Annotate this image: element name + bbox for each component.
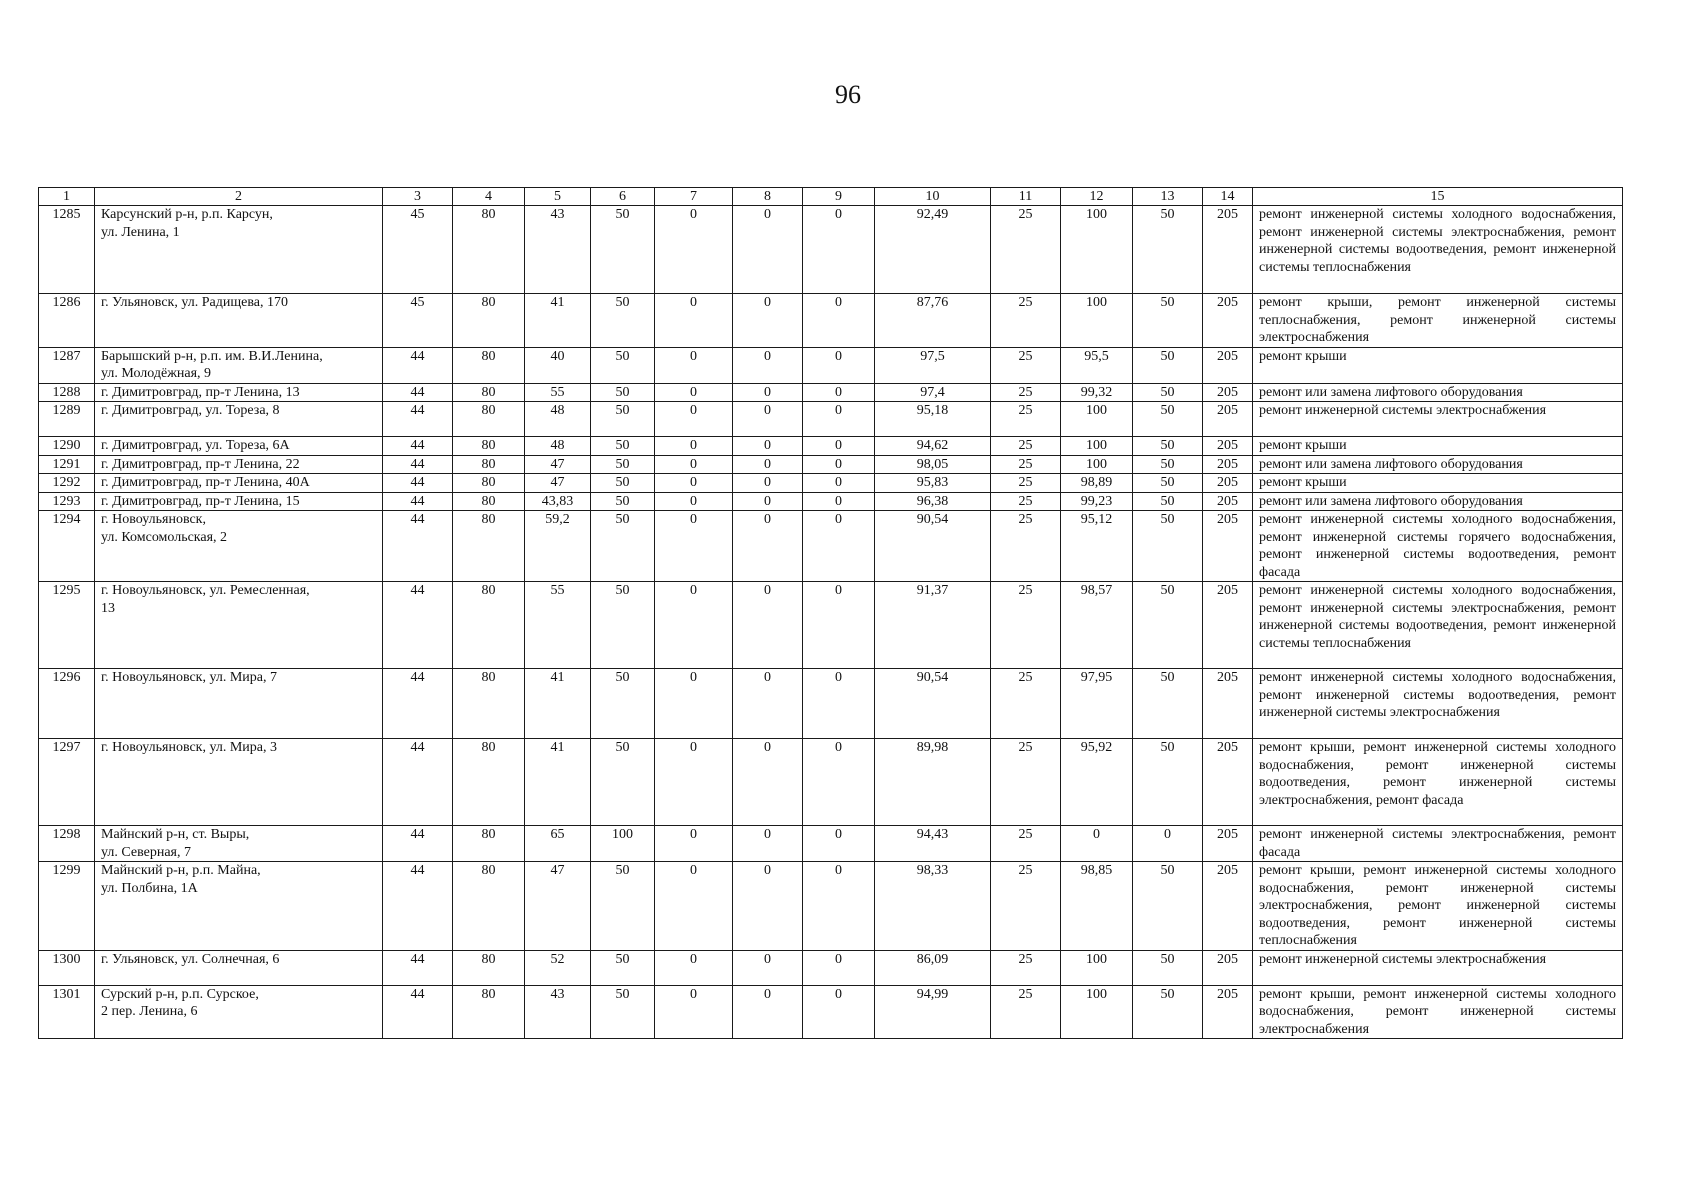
column-header-3: 3	[383, 188, 453, 206]
table-row	[39, 826, 1623, 862]
address-cell: Карсунский р-н, р.п. Карсун, ул. Ленина, 1	[95, 206, 383, 294]
value-cell-col-14: 205	[1203, 950, 1253, 985]
address-cell: г. Димитровград, ул. Тореза, 8	[95, 402, 383, 437]
value-cell-col-9: 0	[803, 383, 875, 402]
row-number-cell: 1298	[39, 826, 95, 862]
value-cell-col-9: 0	[803, 474, 875, 493]
value-cell-col-14: 205	[1203, 347, 1253, 383]
table-row	[39, 739, 1623, 826]
value-cell-col-7: 0	[655, 402, 733, 437]
value-cell-col-4: 80	[453, 862, 525, 951]
value-cell-col-11: 25	[991, 383, 1061, 402]
value-cell-col-6: 50	[591, 206, 655, 294]
value-cell-col-12: 99,23	[1061, 492, 1133, 511]
value-cell-col-12: 100	[1061, 455, 1133, 474]
row-number-cell: 1296	[39, 669, 95, 739]
value-cell-col-8: 0	[733, 347, 803, 383]
column-header-2: 2	[95, 188, 383, 206]
address-cell: г. Димитровград, пр-т Ленина, 40А	[95, 474, 383, 493]
value-cell-col-4: 80	[453, 582, 525, 669]
value-cell-col-5: 48	[525, 402, 591, 437]
work-type-cell: ремонт крыши	[1253, 347, 1623, 383]
value-cell-col-3: 44	[383, 511, 453, 582]
column-header-10: 10	[875, 188, 991, 206]
table-row	[39, 294, 1623, 348]
value-cell-col-13: 50	[1133, 985, 1203, 1039]
value-cell-col-12: 100	[1061, 402, 1133, 437]
table-row	[39, 437, 1623, 456]
address-cell: Майнский р-н, ст. Выры, ул. Северная, 7	[95, 826, 383, 862]
value-cell-col-5: 47	[525, 862, 591, 951]
value-cell-col-13: 50	[1133, 402, 1203, 437]
value-cell-col-10: 94,62	[875, 437, 991, 456]
value-cell-col-11: 25	[991, 402, 1061, 437]
value-cell-col-3: 44	[383, 383, 453, 402]
value-cell-col-14: 205	[1203, 437, 1253, 456]
row-number-cell: 1294	[39, 511, 95, 582]
value-cell-col-11: 25	[991, 582, 1061, 669]
table-row	[39, 511, 1623, 582]
value-cell-col-4: 80	[453, 950, 525, 985]
value-cell-col-6: 50	[591, 669, 655, 739]
value-cell-col-6: 50	[591, 950, 655, 985]
address-cell: г. Новоульяновск, ул. Комсомольская, 2	[95, 511, 383, 582]
address-cell: г. Димитровград, ул. Тореза, 6А	[95, 437, 383, 456]
work-type-cell: ремонт или замена лифтового оборудования	[1253, 492, 1623, 511]
value-cell-col-10: 96,38	[875, 492, 991, 511]
value-cell-col-9: 0	[803, 669, 875, 739]
value-cell-col-11: 25	[991, 347, 1061, 383]
value-cell-col-14: 205	[1203, 383, 1253, 402]
value-cell-col-7: 0	[655, 437, 733, 456]
value-cell-col-11: 25	[991, 294, 1061, 348]
value-cell-col-9: 0	[803, 206, 875, 294]
value-cell-col-5: 43	[525, 985, 591, 1039]
value-cell-col-10: 95,83	[875, 474, 991, 493]
value-cell-col-3: 44	[383, 669, 453, 739]
value-cell-col-8: 0	[733, 826, 803, 862]
work-type-cell: ремонт инженерной системы электроснабжения, ремонт фасада	[1253, 826, 1623, 862]
row-number-cell: 1297	[39, 739, 95, 826]
value-cell-col-7: 0	[655, 582, 733, 669]
value-cell-col-7: 0	[655, 492, 733, 511]
work-type-cell: ремонт крыши, ремонт инженерной системы холодного водоснабжения, ремонт инженерной системы электроснабжения	[1253, 985, 1623, 1039]
table-row	[39, 985, 1623, 1039]
value-cell-col-7: 0	[655, 206, 733, 294]
value-cell-col-5: 40	[525, 347, 591, 383]
column-header-6: 6	[591, 188, 655, 206]
value-cell-col-7: 0	[655, 669, 733, 739]
column-header-7: 7	[655, 188, 733, 206]
work-type-cell: ремонт инженерной системы холодного водоснабжения, ремонт инженерной системы горячего водоснабжения, ремонт инженерной системы водоотведения, ремонт фасада	[1253, 511, 1623, 582]
value-cell-col-6: 50	[591, 402, 655, 437]
work-type-cell: ремонт крыши, ремонт инженерной системы холодного водоснабжения, ремонт инженерной системы водоотведения, ремонт инженерной системы электроснабжения, ремонт фасада	[1253, 739, 1623, 826]
address-cell: г. Димитровград, пр-т Ленина, 13	[95, 383, 383, 402]
value-cell-col-12: 97,95	[1061, 669, 1133, 739]
work-type-cell: ремонт или замена лифтового оборудования	[1253, 455, 1623, 474]
value-cell-col-3: 44	[383, 492, 453, 511]
value-cell-col-8: 0	[733, 862, 803, 951]
value-cell-col-13: 0	[1133, 826, 1203, 862]
value-cell-col-14: 205	[1203, 294, 1253, 348]
value-cell-col-13: 50	[1133, 294, 1203, 348]
value-cell-col-12: 95,5	[1061, 347, 1133, 383]
work-type-cell: ремонт инженерной системы электроснабжения	[1253, 402, 1623, 437]
row-number-cell: 1286	[39, 294, 95, 348]
value-cell-col-12: 95,12	[1061, 511, 1133, 582]
table-row	[39, 582, 1623, 669]
value-cell-col-5: 55	[525, 582, 591, 669]
value-cell-col-5: 55	[525, 383, 591, 402]
value-cell-col-10: 87,76	[875, 294, 991, 348]
value-cell-col-4: 80	[453, 474, 525, 493]
row-number-cell: 1292	[39, 474, 95, 493]
value-cell-col-3: 44	[383, 739, 453, 826]
value-cell-col-8: 0	[733, 402, 803, 437]
column-header-4: 4	[453, 188, 525, 206]
value-cell-col-3: 44	[383, 474, 453, 493]
table-row	[39, 492, 1623, 511]
value-cell-col-8: 0	[733, 437, 803, 456]
work-type-cell: ремонт крыши, ремонт инженерной системы холодного водоснабжения, ремонт инженерной системы электроснабжения, ремонт инженерной системы водоотведения, ремонт инженерной системы теплоснабжения	[1253, 862, 1623, 951]
value-cell-col-10: 97,4	[875, 383, 991, 402]
value-cell-col-4: 80	[453, 383, 525, 402]
repair-program-table	[38, 187, 1623, 1039]
table-row	[39, 950, 1623, 985]
value-cell-col-12: 100	[1061, 950, 1133, 985]
value-cell-col-8: 0	[733, 511, 803, 582]
value-cell-col-9: 0	[803, 985, 875, 1039]
row-number-cell: 1287	[39, 347, 95, 383]
value-cell-col-7: 0	[655, 383, 733, 402]
value-cell-col-14: 205	[1203, 582, 1253, 669]
value-cell-col-7: 0	[655, 739, 733, 826]
value-cell-col-4: 80	[453, 437, 525, 456]
value-cell-col-7: 0	[655, 862, 733, 951]
value-cell-col-6: 50	[591, 347, 655, 383]
value-cell-col-10: 90,54	[875, 669, 991, 739]
value-cell-col-13: 50	[1133, 437, 1203, 456]
value-cell-col-7: 0	[655, 347, 733, 383]
row-number-cell: 1289	[39, 402, 95, 437]
address-cell: г. Ульяновск, ул. Радищева, 170	[95, 294, 383, 348]
column-header-8: 8	[733, 188, 803, 206]
value-cell-col-4: 80	[453, 669, 525, 739]
column-header-9: 9	[803, 188, 875, 206]
value-cell-col-10: 97,5	[875, 347, 991, 383]
value-cell-col-9: 0	[803, 294, 875, 348]
table-row	[39, 455, 1623, 474]
address-cell: г. Димитровград, пр-т Ленина, 22	[95, 455, 383, 474]
value-cell-col-9: 0	[803, 402, 875, 437]
value-cell-col-3: 44	[383, 437, 453, 456]
value-cell-col-10: 95,18	[875, 402, 991, 437]
row-number-cell: 1288	[39, 383, 95, 402]
value-cell-col-14: 205	[1203, 511, 1253, 582]
value-cell-col-12: 100	[1061, 206, 1133, 294]
value-cell-col-6: 50	[591, 511, 655, 582]
value-cell-col-4: 80	[453, 739, 525, 826]
value-cell-col-11: 25	[991, 437, 1061, 456]
value-cell-col-4: 80	[453, 826, 525, 862]
value-cell-col-11: 25	[991, 474, 1061, 493]
value-cell-col-4: 80	[453, 206, 525, 294]
value-cell-col-6: 50	[591, 492, 655, 511]
address-cell: г. Новоульяновск, ул. Мира, 7	[95, 669, 383, 739]
row-number-cell: 1290	[39, 437, 95, 456]
value-cell-col-13: 50	[1133, 347, 1203, 383]
value-cell-col-6: 50	[591, 383, 655, 402]
value-cell-col-4: 80	[453, 455, 525, 474]
value-cell-col-4: 80	[453, 985, 525, 1039]
value-cell-col-12: 100	[1061, 437, 1133, 456]
table-row	[39, 402, 1623, 437]
row-number-cell: 1300	[39, 950, 95, 985]
value-cell-col-12: 98,85	[1061, 862, 1133, 951]
value-cell-col-11: 25	[991, 511, 1061, 582]
value-cell-col-14: 205	[1203, 492, 1253, 511]
value-cell-col-14: 205	[1203, 474, 1253, 493]
value-cell-col-13: 50	[1133, 511, 1203, 582]
value-cell-col-6: 100	[591, 826, 655, 862]
value-cell-col-13: 50	[1133, 455, 1203, 474]
value-cell-col-14: 205	[1203, 985, 1253, 1039]
value-cell-col-13: 50	[1133, 383, 1203, 402]
value-cell-col-5: 41	[525, 294, 591, 348]
row-number-cell: 1299	[39, 862, 95, 951]
value-cell-col-11: 25	[991, 669, 1061, 739]
address-cell: г. Новоульяновск, ул. Мира, 3	[95, 739, 383, 826]
value-cell-col-8: 0	[733, 492, 803, 511]
value-cell-col-10: 94,99	[875, 985, 991, 1039]
value-cell-col-7: 0	[655, 474, 733, 493]
value-cell-col-5: 41	[525, 669, 591, 739]
address-cell: г. Димитровград, пр-т Ленина, 15	[95, 492, 383, 511]
address-cell: Барышский р-н, р.п. им. В.И.Ленина, ул. Молодёжная, 9	[95, 347, 383, 383]
value-cell-col-13: 50	[1133, 950, 1203, 985]
value-cell-col-10: 92,49	[875, 206, 991, 294]
value-cell-col-11: 25	[991, 950, 1061, 985]
value-cell-col-13: 50	[1133, 206, 1203, 294]
table-row	[39, 669, 1623, 739]
value-cell-col-4: 80	[453, 294, 525, 348]
column-header-11: 11	[991, 188, 1061, 206]
value-cell-col-7: 0	[655, 826, 733, 862]
value-cell-col-7: 0	[655, 511, 733, 582]
page-number: 96	[835, 80, 861, 109]
value-cell-col-9: 0	[803, 511, 875, 582]
value-cell-col-12: 98,89	[1061, 474, 1133, 493]
value-cell-col-13: 50	[1133, 669, 1203, 739]
value-cell-col-12: 100	[1061, 294, 1133, 348]
value-cell-col-3: 44	[383, 582, 453, 669]
value-cell-col-13: 50	[1133, 739, 1203, 826]
work-type-cell: ремонт крыши	[1253, 474, 1623, 493]
row-number-cell: 1301	[39, 985, 95, 1039]
value-cell-col-10: 98,33	[875, 862, 991, 951]
value-cell-col-11: 25	[991, 455, 1061, 474]
value-cell-col-9: 0	[803, 862, 875, 951]
value-cell-col-7: 0	[655, 985, 733, 1039]
row-number-cell: 1285	[39, 206, 95, 294]
address-cell: Майнский р-н, р.п. Майна, ул. Полбина, 1А	[95, 862, 383, 951]
value-cell-col-10: 86,09	[875, 950, 991, 985]
work-type-cell: ремонт крыши, ремонт инженерной системы теплоснабжения, ремонт инженерной системы электроснабжения	[1253, 294, 1623, 348]
row-number-cell: 1293	[39, 492, 95, 511]
value-cell-col-8: 0	[733, 474, 803, 493]
value-cell-col-12: 99,32	[1061, 383, 1133, 402]
work-type-cell: ремонт крыши	[1253, 437, 1623, 456]
column-header-12: 12	[1061, 188, 1133, 206]
value-cell-col-14: 205	[1203, 739, 1253, 826]
value-cell-col-5: 43	[525, 206, 591, 294]
table-row	[39, 347, 1623, 383]
value-cell-col-10: 89,98	[875, 739, 991, 826]
table-row	[39, 474, 1623, 493]
value-cell-col-10: 91,37	[875, 582, 991, 669]
value-cell-col-12: 98,57	[1061, 582, 1133, 669]
column-header-5: 5	[525, 188, 591, 206]
value-cell-col-3: 44	[383, 402, 453, 437]
column-header-15: 15	[1253, 188, 1623, 206]
value-cell-col-6: 50	[591, 474, 655, 493]
work-type-cell: ремонт инженерной системы электроснабжения	[1253, 950, 1623, 985]
value-cell-col-3: 44	[383, 455, 453, 474]
value-cell-col-5: 59,2	[525, 511, 591, 582]
row-number-cell: 1291	[39, 455, 95, 474]
value-cell-col-9: 0	[803, 455, 875, 474]
work-type-cell: ремонт или замена лифтового оборудования	[1253, 383, 1623, 402]
header-row	[39, 188, 1623, 206]
work-type-cell: ремонт инженерной системы холодного водоснабжения, ремонт инженерной системы электроснабжения, ремонт инженерной системы водоотведения, ремонт инженерной системы теплоснабжения	[1253, 206, 1623, 294]
value-cell-col-12: 0	[1061, 826, 1133, 862]
value-cell-col-7: 0	[655, 294, 733, 348]
value-cell-col-11: 25	[991, 206, 1061, 294]
value-cell-col-14: 205	[1203, 669, 1253, 739]
value-cell-col-5: 41	[525, 739, 591, 826]
value-cell-col-11: 25	[991, 492, 1061, 511]
value-cell-col-14: 205	[1203, 826, 1253, 862]
value-cell-col-8: 0	[733, 455, 803, 474]
value-cell-col-14: 205	[1203, 206, 1253, 294]
value-cell-col-4: 80	[453, 347, 525, 383]
value-cell-col-9: 0	[803, 950, 875, 985]
work-type-cell: ремонт инженерной системы холодного водоснабжения, ремонт инженерной системы электроснабжения, ремонт инженерной системы водоотведения, ремонт инженерной системы теплоснабжения	[1253, 582, 1623, 669]
value-cell-col-3: 44	[383, 985, 453, 1039]
value-cell-col-6: 50	[591, 455, 655, 474]
value-cell-col-7: 0	[655, 950, 733, 985]
value-cell-col-6: 50	[591, 582, 655, 669]
value-cell-col-9: 0	[803, 437, 875, 456]
value-cell-col-9: 0	[803, 582, 875, 669]
address-cell: г. Ульяновск, ул. Солнечная, 6	[95, 950, 383, 985]
value-cell-col-13: 50	[1133, 474, 1203, 493]
value-cell-col-9: 0	[803, 739, 875, 826]
value-cell-col-4: 80	[453, 511, 525, 582]
value-cell-col-6: 50	[591, 294, 655, 348]
address-cell: г. Новоульяновск, ул. Ремесленная, 13	[95, 582, 383, 669]
value-cell-col-8: 0	[733, 669, 803, 739]
value-cell-col-10: 94,43	[875, 826, 991, 862]
value-cell-col-9: 0	[803, 492, 875, 511]
value-cell-col-14: 205	[1203, 455, 1253, 474]
value-cell-col-11: 25	[991, 862, 1061, 951]
value-cell-col-9: 0	[803, 826, 875, 862]
value-cell-col-5: 48	[525, 437, 591, 456]
value-cell-col-5: 52	[525, 950, 591, 985]
value-cell-col-7: 0	[655, 455, 733, 474]
table-row	[39, 383, 1623, 402]
value-cell-col-5: 47	[525, 474, 591, 493]
value-cell-col-8: 0	[733, 985, 803, 1039]
value-cell-col-12: 95,92	[1061, 739, 1133, 826]
value-cell-col-3: 44	[383, 826, 453, 862]
row-number-cell: 1295	[39, 582, 95, 669]
value-cell-col-3: 44	[383, 950, 453, 985]
value-cell-col-13: 50	[1133, 582, 1203, 669]
address-cell: Сурский р-н, р.п. Сурское, 2 пер. Ленина, 6	[95, 985, 383, 1039]
value-cell-col-5: 47	[525, 455, 591, 474]
value-cell-col-11: 25	[991, 985, 1061, 1039]
value-cell-col-3: 44	[383, 862, 453, 951]
value-cell-col-3: 44	[383, 347, 453, 383]
column-header-13: 13	[1133, 188, 1203, 206]
value-cell-col-6: 50	[591, 985, 655, 1039]
value-cell-col-9: 0	[803, 347, 875, 383]
value-cell-col-8: 0	[733, 383, 803, 402]
value-cell-col-8: 0	[733, 950, 803, 985]
value-cell-col-6: 50	[591, 862, 655, 951]
value-cell-col-8: 0	[733, 582, 803, 669]
work-type-cell: ремонт инженерной системы холодного водоснабжения, ремонт инженерной системы водоотведения, ремонт инженерной системы электроснабжения	[1253, 669, 1623, 739]
value-cell-col-5: 43,83	[525, 492, 591, 511]
value-cell-col-4: 80	[453, 492, 525, 511]
value-cell-col-10: 98,05	[875, 455, 991, 474]
column-header-14: 14	[1203, 188, 1253, 206]
value-cell-col-8: 0	[733, 206, 803, 294]
value-cell-col-4: 80	[453, 402, 525, 437]
value-cell-col-14: 205	[1203, 402, 1253, 437]
value-cell-col-13: 50	[1133, 862, 1203, 951]
value-cell-col-3: 45	[383, 294, 453, 348]
value-cell-col-5: 65	[525, 826, 591, 862]
value-cell-col-8: 0	[733, 294, 803, 348]
value-cell-col-11: 25	[991, 739, 1061, 826]
value-cell-col-6: 50	[591, 437, 655, 456]
value-cell-col-13: 50	[1133, 492, 1203, 511]
value-cell-col-10: 90,54	[875, 511, 991, 582]
value-cell-col-8: 0	[733, 739, 803, 826]
value-cell-col-11: 25	[991, 826, 1061, 862]
table-row	[39, 862, 1623, 951]
value-cell-col-3: 45	[383, 206, 453, 294]
column-header-1: 1	[39, 188, 95, 206]
table-body	[39, 206, 1623, 1039]
value-cell-col-12: 100	[1061, 985, 1133, 1039]
table-row	[39, 206, 1623, 294]
value-cell-col-6: 50	[591, 739, 655, 826]
value-cell-col-14: 205	[1203, 862, 1253, 951]
